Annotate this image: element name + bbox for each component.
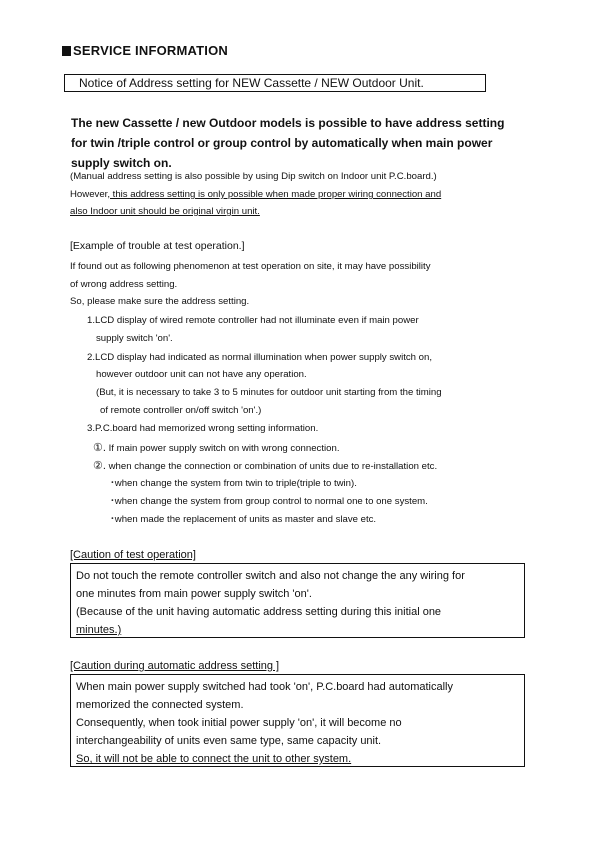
bullet-3: ･when made the replacement of units as master and slave etc. — [110, 514, 377, 525]
caution-test-line-4: minutes.) — [76, 624, 122, 636]
caution-auto-line-4: interchangeability of units even same type, same capacity unit. — [76, 735, 382, 747]
intro-bold-paragraph: The new Cassette / new Outdoor models is possible to have address setting for twin /triple control or group control by automatically when main power supply switch on. — [71, 116, 505, 170]
however-underlined: this address setting is only possible when made proper wiring connection and — [110, 189, 442, 200]
section-title-text: SERVICE INFORMATION — [73, 43, 228, 58]
however-prefix: However, — [70, 189, 110, 200]
sub-item-1-text: If main power supply switch on with wrong connection. — [108, 443, 340, 454]
caution-test-line-2: one minutes from main power supply switch 'on'. — [76, 588, 312, 600]
item-2-line-3: (But, it is necessary to take 3 to 5 minutes for outdoor unit starting from the timing — [96, 387, 442, 398]
bullet-1: ･when change the system from twin to triple(triple to twin). — [110, 478, 357, 489]
caution-test-title: [Caution of test operation] — [70, 549, 196, 561]
circled-two-marker: ②. — [93, 460, 106, 472]
caution-auto-box — [70, 674, 525, 767]
caution-test-box — [70, 563, 525, 638]
notice-title: Notice of Address setting for NEW Cassette / NEW Outdoor Unit. — [79, 76, 424, 90]
caution-auto-line-1: When main power supply switched had took 'on', P.C.board had automatically — [76, 681, 453, 693]
item-3-line-1: 3.P.C.board had memorized wrong setting information. — [87, 423, 319, 434]
caution-test-line-1: Do not touch the remote controller switch and also not change the any wiring for — [76, 570, 465, 582]
sub-item-2-text: when change the connection or combination of units due to re-installation etc. — [108, 461, 438, 472]
however-line-2: also Indoor unit should be original virgin unit. — [70, 206, 260, 217]
example-line-1: If found out as following phenomenon at test operation on site, it may have possibility — [70, 261, 431, 272]
sub-item-1 — [93, 442, 340, 455]
item-2-line-4: of remote controller on/off switch 'on'.) — [100, 405, 262, 416]
item-2-line-1: 2.LCD display had indicated as normal illumination when power supply switch on, — [87, 352, 433, 363]
caution-test-line-3: (Because of the unit having automatic address setting during this initial one — [76, 606, 442, 618]
item-2-line-2: however outdoor unit can not have any operation. — [96, 369, 307, 380]
item-1-line-1: 1.LCD display of wired remote controller had not illuminate even if main power — [87, 315, 419, 326]
caution-auto-title: [Caution during automatic address setting ] — [70, 660, 280, 672]
square-bullet-icon — [62, 46, 71, 56]
sub-item-2 — [93, 460, 437, 473]
manual-note: (Manual address setting is also possible by using Dip switch on Indoor unit P.C.board.) — [70, 171, 437, 182]
item-1-line-2: supply switch 'on'. — [96, 333, 173, 344]
caution-auto-line-2: memorized the connected system. — [76, 699, 244, 711]
section-title — [62, 43, 228, 58]
example-title: [Example of trouble at test operation.] — [70, 240, 245, 252]
caution-auto-line-3: Consequently, when took initial power supply 'on', it will become no — [76, 717, 402, 729]
however-line-1 — [70, 189, 441, 201]
example-line-2: of wrong address setting. — [70, 279, 178, 290]
example-line-3: So, please make sure the address setting. — [70, 296, 250, 307]
notice-box — [64, 74, 486, 92]
bullet-2: ･when change the system from group control to normal one to one system. — [110, 496, 428, 507]
circled-one-marker: ①. — [93, 442, 106, 454]
caution-auto-line-5: So, it will not be able to connect the unit to other system. — [76, 753, 352, 765]
